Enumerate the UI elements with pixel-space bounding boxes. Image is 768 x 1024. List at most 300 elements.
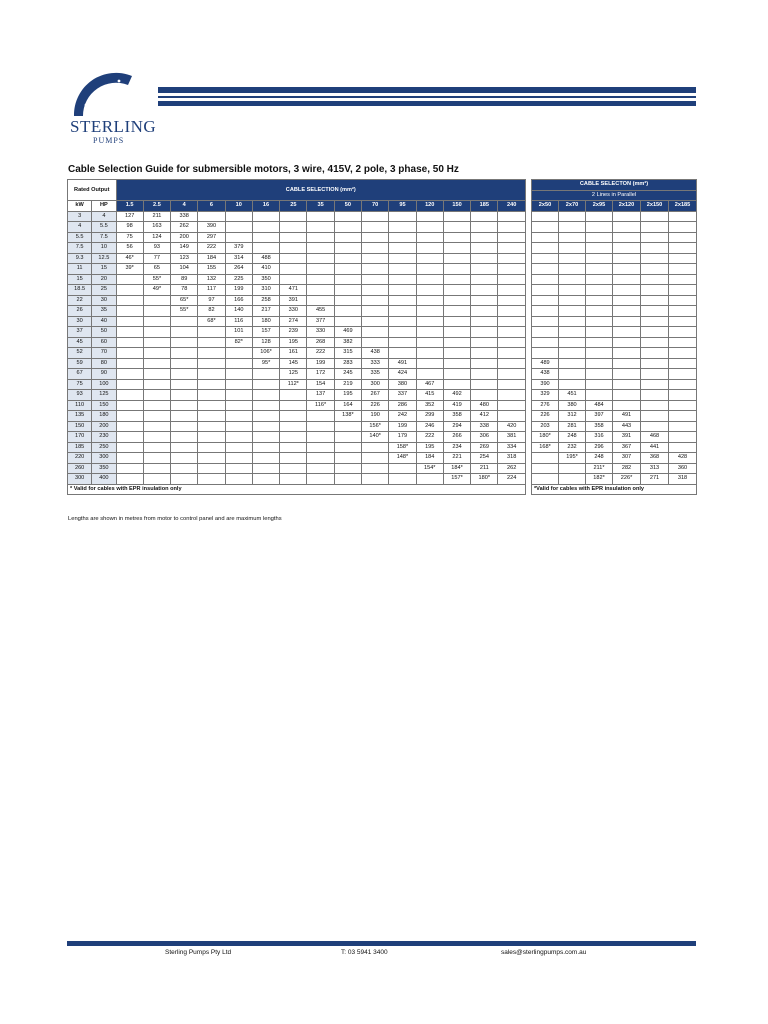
brand-sub: PUMPS [93,136,125,145]
rating-cell: 180 [92,411,116,422]
parallel-length-cell [641,211,669,222]
length-cell: 55* [171,306,198,317]
size-header: 240 [498,201,526,212]
length-cell: 264 [225,264,252,275]
parallel-length-cell [641,222,669,233]
length-cell: 338 [471,421,498,432]
length-cell: 310 [252,285,279,296]
parallel-epr-footnote: *Valid for cables with EPR insulation only [532,484,697,495]
length-cell: 297 [198,232,225,243]
length-cell [362,222,389,233]
length-cell [498,264,526,275]
parallel-cable-table [531,179,697,495]
length-cell: 199 [225,285,252,296]
length-cell [280,400,307,411]
length-cell [416,274,443,285]
length-cell [252,453,279,464]
length-cell: 49* [143,285,170,296]
footer-email[interactable]: sales@sterlingpumps.com.au [501,949,587,956]
parallel-row [532,211,697,222]
length-cell: 89 [171,274,198,285]
length-cell [443,295,470,306]
length-cell [416,358,443,369]
length-cell [389,463,416,474]
parallel-length-cell: 276 [532,400,559,411]
parallel-size-header: 2x50 [532,201,559,212]
length-cell [334,211,361,222]
parallel-row [532,474,697,485]
parallel-length-cell [613,295,641,306]
length-cell [280,432,307,443]
parallel-length-cell [532,232,559,243]
length-cell: 318 [498,453,526,464]
parallel-length-cell [641,337,669,348]
length-cell: 211 [471,463,498,474]
parallel-length-cell [532,274,559,285]
length-cell [389,337,416,348]
length-cell [498,400,526,411]
length-cell [334,474,361,485]
length-cell: 199 [307,358,334,369]
rating-cell: 7.5 [68,243,92,254]
parallel-length-cell [613,274,641,285]
length-cell [416,316,443,327]
length-cell: 95* [252,358,279,369]
length-cell [280,463,307,474]
length-cell [171,358,198,369]
length-cell [198,442,225,453]
length-cell [498,211,526,222]
parallel-length-cell [641,316,669,327]
size-header: 1.5 [116,201,143,212]
parallel-length-cell: 451 [559,390,586,401]
rating-cell: 18.5 [68,285,92,296]
length-cell [225,211,252,222]
parallel-length-cell [532,474,559,485]
length-cell: 138* [334,411,361,422]
length-cell [362,295,389,306]
length-cell: 314 [225,253,252,264]
parallel-length-cell [641,400,669,411]
length-cell [362,264,389,275]
length-cell [416,232,443,243]
parallel-length-cell [613,211,641,222]
length-cell [362,316,389,327]
size-header: 95 [389,201,416,212]
lengths-note: Lengths are shown in metres from motor to control panel and are maximum lengths [68,516,282,522]
length-cell [416,369,443,380]
length-cell: 258 [252,295,279,306]
length-cell: 419 [443,400,470,411]
parallel-row [532,421,697,432]
rating-cell: 400 [92,474,116,485]
length-cell [171,411,198,422]
length-cell [280,411,307,422]
parallel-length-cell [532,337,559,348]
length-cell [416,222,443,233]
length-cell [280,474,307,485]
length-cell [116,432,143,443]
parallel-length-cell [586,327,613,338]
length-cell: 180* [471,474,498,485]
table-row [68,390,526,401]
length-cell: 123 [171,253,198,264]
length-cell [389,264,416,275]
length-cell [143,411,170,422]
length-cell [389,316,416,327]
parallel-row [532,222,697,233]
rating-cell: 12.5 [92,253,116,264]
parallel-length-cell [586,222,613,233]
parallel-length-cell [669,411,697,422]
length-cell: 179 [389,432,416,443]
parallel-header-subtitle: 2 Lines in Parallel [532,190,697,201]
parallel-length-cell: 441 [641,442,669,453]
table-row [68,358,526,369]
table-row [68,285,526,296]
length-cell [416,306,443,317]
parallel-length-cell [613,232,641,243]
length-cell [443,358,470,369]
length-cell [252,474,279,485]
length-cell: 358 [443,411,470,422]
parallel-length-cell: 180* [532,432,559,443]
parallel-length-cell [669,243,697,254]
length-cell: 56 [116,243,143,254]
length-cell: 148* [389,453,416,464]
length-cell [116,285,143,296]
length-cell [498,232,526,243]
table-row [68,369,526,380]
parallel-length-cell [559,295,586,306]
length-cell [116,327,143,338]
length-cell [143,474,170,485]
length-cell: 154* [416,463,443,474]
length-cell [116,411,143,422]
length-cell: 101 [225,327,252,338]
parallel-length-cell [613,348,641,359]
length-cell [443,327,470,338]
parallel-length-cell [613,243,641,254]
header-band-bottom [158,101,696,106]
length-cell [416,211,443,222]
length-cell: 222 [198,243,225,254]
rating-cell: 230 [92,432,116,443]
length-cell [252,232,279,243]
parallel-length-cell [532,316,559,327]
length-cell: 225 [225,274,252,285]
length-cell [443,264,470,275]
length-cell [416,285,443,296]
length-cell [471,243,498,254]
length-cell [443,316,470,327]
footer-company: Sterling Pumps Pty Ltd [165,949,232,956]
rating-cell: 125 [92,390,116,401]
parallel-length-cell [641,264,669,275]
length-cell [171,390,198,401]
length-cell: 55* [143,274,170,285]
parallel-length-cell [641,369,669,380]
length-cell [225,442,252,453]
length-cell [280,442,307,453]
rating-cell: 135 [68,411,92,422]
length-cell [389,211,416,222]
parallel-length-cell [532,222,559,233]
parallel-row [532,442,697,453]
table-row [68,411,526,422]
length-cell: 116* [307,400,334,411]
length-cell [252,411,279,422]
length-cell [225,222,252,233]
length-cell [252,222,279,233]
length-cell [362,453,389,464]
length-cell [143,306,170,317]
length-cell [443,306,470,317]
length-cell [198,421,225,432]
length-cell [334,285,361,296]
parallel-length-cell: 484 [586,400,613,411]
size-header: 6 [198,201,225,212]
length-cell: 306 [471,432,498,443]
length-cell: 381 [498,432,526,443]
length-cell [443,253,470,264]
length-cell: 46* [116,253,143,264]
parallel-length-cell [641,390,669,401]
length-cell [362,327,389,338]
parallel-row [532,337,697,348]
rating-cell: 150 [68,421,92,432]
rating-cell: 4 [68,222,92,233]
length-cell: 283 [334,358,361,369]
parallel-length-cell [559,358,586,369]
parallel-length-cell: 307 [613,453,641,464]
parallel-length-cell [669,211,697,222]
length-cell [280,390,307,401]
length-cell [362,463,389,474]
length-cell [171,369,198,380]
length-cell [498,243,526,254]
length-cell [389,285,416,296]
parallel-length-cell [613,337,641,348]
table-row [68,421,526,432]
length-cell [143,379,170,390]
rating-cell: 50 [92,327,116,338]
table-row [68,295,526,306]
parallel-length-cell [641,421,669,432]
length-cell [443,274,470,285]
length-cell [498,285,526,296]
length-cell: 300 [362,379,389,390]
length-cell: 246 [416,421,443,432]
length-cell [471,211,498,222]
size-header: 25 [280,201,307,212]
parallel-length-cell: 281 [559,421,586,432]
length-cell [198,400,225,411]
length-cell: 124 [143,232,170,243]
length-cell: 217 [252,306,279,317]
parallel-length-cell [641,285,669,296]
parallel-size-header: 2x120 [613,201,641,212]
parallel-length-cell [669,337,697,348]
parallel-length-cell [669,306,697,317]
table-row [68,232,526,243]
parallel-length-cell [559,463,586,474]
length-cell [307,295,334,306]
length-cell [498,316,526,327]
length-cell: 93 [143,243,170,254]
table-row [68,264,526,275]
parallel-length-cell [669,232,697,243]
length-cell [498,369,526,380]
length-cell [362,211,389,222]
length-cell: 166 [225,295,252,306]
parallel-length-cell [669,442,697,453]
length-cell [225,379,252,390]
parallel-length-cell [586,211,613,222]
parallel-size-header: 2x185 [669,201,697,212]
parallel-length-cell: 312 [559,411,586,422]
parallel-row [532,453,697,464]
length-cell [498,306,526,317]
parallel-row [532,316,697,327]
length-cell [171,463,198,474]
length-cell: 438 [362,348,389,359]
rating-cell: 20 [92,274,116,285]
parallel-length-cell: 390 [532,379,559,390]
length-cell [416,264,443,275]
size-header: 10 [225,201,252,212]
cable-selection-header: CABLE SELECTION (mm²) [116,180,526,201]
length-cell [225,411,252,422]
length-cell: 184* [443,463,470,474]
parallel-length-cell: 443 [613,421,641,432]
rating-cell: 59 [68,358,92,369]
brand-name: STERLING [70,117,157,136]
length-cell: 184 [416,453,443,464]
length-cell: 224 [498,474,526,485]
length-cell [225,421,252,432]
length-cell [198,411,225,422]
parallel-row [532,253,697,264]
parallel-length-cell [532,348,559,359]
length-cell: 455 [307,306,334,317]
length-cell: 154 [307,379,334,390]
length-cell [334,453,361,464]
parallel-row [532,264,697,275]
parallel-length-cell [613,369,641,380]
parallel-length-cell [641,327,669,338]
parallel-length-cell: 248 [559,432,586,443]
parallel-length-cell: 491 [613,411,641,422]
rating-cell: 35 [92,306,116,317]
length-cell [171,400,198,411]
hp-header: HP [92,201,116,212]
length-cell [416,327,443,338]
length-cell [389,348,416,359]
length-cell: 82* [225,337,252,348]
parallel-length-cell [613,379,641,390]
length-cell [198,379,225,390]
length-cell: 75 [116,232,143,243]
length-cell [471,379,498,390]
parallel-length-cell [559,274,586,285]
length-cell [171,474,198,485]
parallel-length-cell [669,316,697,327]
length-cell: 299 [416,411,443,422]
table-row [68,453,526,464]
length-cell [143,358,170,369]
length-cell [252,421,279,432]
length-cell: 274 [280,316,307,327]
length-cell: 267 [362,390,389,401]
length-cell [252,463,279,474]
length-cell [307,253,334,264]
parallel-length-cell: 226 [532,411,559,422]
rating-cell: 300 [92,453,116,464]
length-cell: 467 [416,379,443,390]
parallel-length-cell [586,285,613,296]
length-cell: 77 [143,253,170,264]
parallel-length-cell: 211* [586,463,613,474]
length-cell [471,274,498,285]
parallel-length-cell [613,306,641,317]
parallel-length-cell [613,253,641,264]
parallel-length-cell [532,285,559,296]
length-cell: 337 [389,390,416,401]
length-cell: 164 [334,400,361,411]
parallel-length-cell: 226* [613,474,641,485]
rating-cell: 4 [92,211,116,222]
length-cell [443,243,470,254]
rating-cell: 9.3 [68,253,92,264]
length-cell [389,274,416,285]
length-cell [252,400,279,411]
length-cell: 116 [225,316,252,327]
table-row [68,337,526,348]
parallel-length-cell [532,295,559,306]
length-cell: 190 [362,411,389,422]
parallel-length-cell: 329 [532,390,559,401]
table-row [68,379,526,390]
length-cell: 98 [116,222,143,233]
length-cell [471,264,498,275]
length-cell [416,474,443,485]
length-cell [198,211,225,222]
length-cell [334,264,361,275]
length-cell: 184 [198,253,225,264]
length-cell [307,222,334,233]
parallel-length-cell [559,264,586,275]
length-cell: 391 [280,295,307,306]
length-cell: 155 [198,264,225,275]
length-cell [416,295,443,306]
size-header: 35 [307,201,334,212]
length-cell [116,390,143,401]
length-cell [498,274,526,285]
parallel-length-cell [669,295,697,306]
parallel-length-cell [669,348,697,359]
length-cell [362,285,389,296]
length-cell: 140 [225,306,252,317]
length-cell [498,253,526,264]
length-cell [389,295,416,306]
length-cell [116,337,143,348]
length-cell [116,274,143,285]
rating-cell: 3 [68,211,92,222]
parallel-length-cell: 296 [586,442,613,453]
parallel-length-cell [613,358,641,369]
length-cell [362,474,389,485]
